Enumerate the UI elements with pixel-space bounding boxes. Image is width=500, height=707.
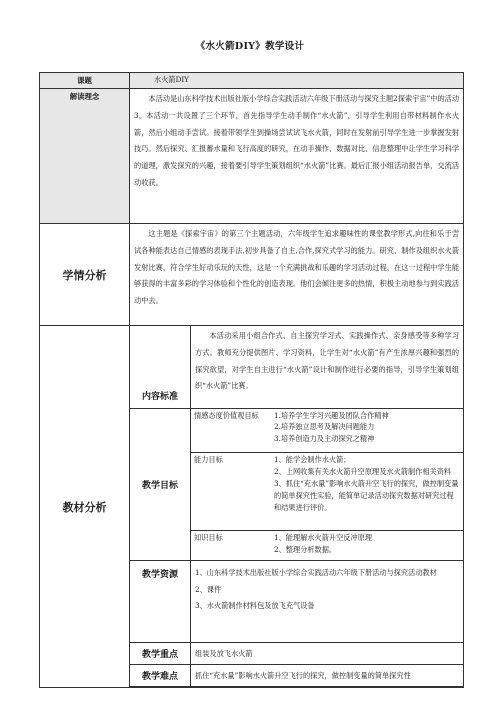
resource-item-3: 3、水火箭制作材料包及放飞充气设备 bbox=[195, 601, 315, 610]
objective-ability-item-2: 2、上网收集有关水火箭升空原理及水火箭制作相关资料 bbox=[274, 467, 452, 476]
material-label: 教材分析 bbox=[40, 326, 130, 688]
learner-cell bbox=[130, 224, 464, 326]
learner-row bbox=[40, 224, 464, 326]
difficulty-cell bbox=[191, 665, 464, 687]
difficulty-label: 教学难点 bbox=[130, 665, 191, 687]
objective-knowledge-item-1: 1、能理解水火箭升空反冲原理 bbox=[274, 533, 373, 542]
topic-label: 课题 bbox=[40, 73, 130, 89]
objective-ability-item-1: 1、能学会制作水火箭； bbox=[274, 455, 351, 464]
objective-emotion-item-3: 3.培养创造力及主动探究之精神 bbox=[274, 433, 375, 443]
objectives-label: 教学目标 bbox=[130, 409, 191, 561]
content-standard-text: 本活动采用小组合作式、自主探究学习式、实践操作式、亲身感受等多种学习方式。教师充分提供图片、学习资料，让学生对“水火箭”有产生浓厚兴趣和强烈的探究欲望，对学生自主进行“水火箭”设计和制作进行必要的指导，引导学生策划组织“水火箭”比赛。 bbox=[195, 331, 460, 391]
concept-row bbox=[40, 89, 464, 224]
objective-knowledge-cell bbox=[191, 531, 464, 561]
content-standard-cell bbox=[191, 326, 464, 409]
content-standard-label: 内容标准 bbox=[130, 326, 191, 409]
key-point-text: 组装及放飞水火箭 bbox=[195, 648, 253, 658]
objective-emotion-name: 情感态度价值观目标 bbox=[194, 411, 259, 420]
resource-item-2: 2、课件 bbox=[195, 584, 222, 594]
objective-knowledge-item-2: 2、整理分析数据。 bbox=[274, 545, 337, 554]
objective-ability-name: 能力目标 bbox=[194, 455, 223, 464]
objective-ability-cell bbox=[191, 453, 464, 531]
difficulty-text: 抓住“充水量”影响水火箭升空飞行的探究，做控制变量的简单探究性 bbox=[195, 670, 411, 680]
topic-row bbox=[40, 73, 464, 89]
concept-text: 本活动是山东科学技术出版社版小学综合实践活动六年级下册活动与探究主题2探索宇宙”中的活动3。本活动一共设置了三个环节，首先指导学生动手制作“水火箭”，引导学生利用自带材料制作水火箭，然后小组动手尝试。接着带领学生到操场尝试试飞水火箭，同时在发射前引导学生进一步掌握发射技巧。然后探究、汇报蓄水量和飞行高度的研究，在动手操作、数据对比、信息整理中让学生学习科学的道理，激发探究的兴趣，接着要引导学生策划组织“水火箭”比赛。最后汇报小组活动报告单，交流活动收获。 bbox=[134, 94, 460, 187]
objective-emotion-item-1: 1.培养学生学习兴趣及团队合作精神 bbox=[274, 411, 389, 420]
content-standard-row bbox=[40, 326, 464, 409]
learner-label: 学情分析 bbox=[40, 224, 130, 326]
resources-label: 教学资源 bbox=[130, 561, 191, 643]
lesson-plan-table bbox=[39, 72, 464, 688]
topic-value bbox=[130, 73, 464, 89]
key-point-cell bbox=[191, 643, 464, 665]
objective-ability-item-3: 3、抓住“充水量”影响水火箭升空飞行的探究，做控制变量的简单探究性实验，能简单记录活动探究数据对研究过程和结果进行评价。 bbox=[274, 479, 459, 512]
concept-cell bbox=[130, 89, 464, 224]
topic-value-text: 水火箭DIY bbox=[154, 75, 189, 84]
objective-knowledge-name: 知识目标 bbox=[194, 533, 223, 542]
resources-cell bbox=[191, 561, 464, 643]
objective-emotion-cell bbox=[191, 409, 464, 453]
learner-text: 这主题是《探索宇宙》的第三个主题活动，六年级学生追求趣味性的课堂教学形式,向往和乐于尝试各种能表达自己情感的表现手法,初步具备了自主,合作,探究式学习的能力。研究、制作及组织水火箭发射比赛，符合学生好动乐玩的天性，这是一个充满挑战和乐趣的学习活动过程，在这一过程中学生能够获得的丰富多彩的学习体验和个性化的创造表现。他们会倾注更多的热情，积极主动地参与到实践活动中去。 bbox=[134, 229, 460, 306]
resource-item-1: 1、山东科学技术出版社版小学综合实践活动六年级下册活动与探究活动教材 bbox=[195, 568, 437, 577]
objective-emotion-item-2: 2.培养独立思考及解决问题能力 bbox=[274, 422, 375, 432]
document-title: 《水火箭DIY》教学设计 bbox=[195, 41, 305, 52]
concept-label: 解读理念 bbox=[40, 89, 130, 224]
key-point-label: 教学重点 bbox=[130, 643, 191, 665]
